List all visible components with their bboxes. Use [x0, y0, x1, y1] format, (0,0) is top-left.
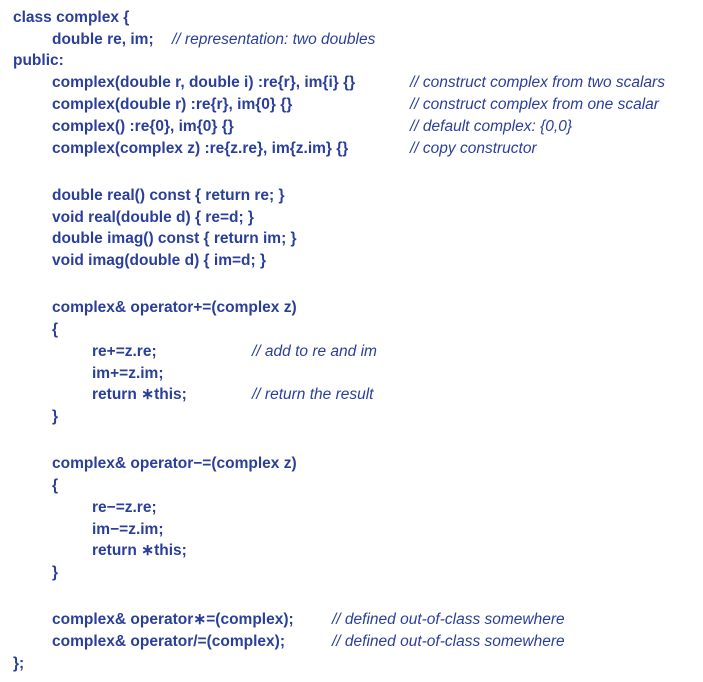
imag-setter: void imag(double d) { im=d; } [52, 252, 266, 269]
class-end: }; [13, 655, 25, 672]
member-comment: // representation: two doubles [172, 31, 376, 48]
minus-assign-close-brace: } [52, 564, 59, 581]
divide-assign-comment: // defined out-of-class somewhere [332, 633, 565, 650]
plus-assign-signature: complex& operator+=(complex z) [52, 299, 297, 316]
member-declaration: double re, im; [52, 31, 154, 48]
public-label: public: [13, 52, 64, 69]
constructor-one-scalar-comment: // construct complex from one scalar [410, 96, 659, 113]
multiply-assign-comment: // defined out-of-class somewhere [332, 611, 565, 628]
real-getter: double real() const { return re; } [52, 187, 285, 204]
plus-assign-open-brace: { [52, 321, 59, 338]
plus-assign-return-comment: // return the result [252, 386, 374, 403]
minus-assign-im: im−=z.im; [92, 521, 164, 538]
minus-assign-return: return ∗this; [92, 542, 187, 559]
constructor-two-scalars: complex(double r, double i) :re{r}, im{i} {} [52, 74, 356, 91]
plus-assign-re-comment: // add to re and im [252, 343, 377, 360]
minus-assign-signature: complex& operator−=(complex z) [52, 455, 297, 472]
minus-assign-open-brace: { [52, 477, 59, 494]
divide-assign-declaration: complex& operator/=(complex); [52, 633, 285, 650]
constructor-two-scalars-comment: // construct complex from two scalars [410, 74, 665, 91]
copy-constructor-comment: // copy constructor [410, 140, 537, 157]
minus-assign-re: re−=z.re; [92, 499, 157, 516]
class-declaration: class complex { [13, 9, 130, 26]
plus-assign-im: im+=z.im; [92, 365, 164, 382]
plus-assign-return: return ∗this; [92, 386, 187, 403]
imag-getter: double imag() const { return im; } [52, 230, 297, 247]
copy-constructor: complex(complex z) :re{z.re}, im{z.im} {} [52, 140, 349, 157]
multiply-assign-declaration: complex& operator∗=(complex); [52, 611, 294, 628]
default-constructor-comment: // default complex: {0,0} [410, 118, 572, 135]
plus-assign-re: re+=z.re; [92, 343, 157, 360]
plus-assign-close-brace: } [52, 408, 59, 425]
real-setter: void real(double d) { re=d; } [52, 209, 254, 226]
constructor-one-scalar: complex(double r) :re{r}, im{0} {} [52, 96, 293, 113]
default-constructor: complex() :re{0}, im{0} {} [52, 118, 234, 135]
